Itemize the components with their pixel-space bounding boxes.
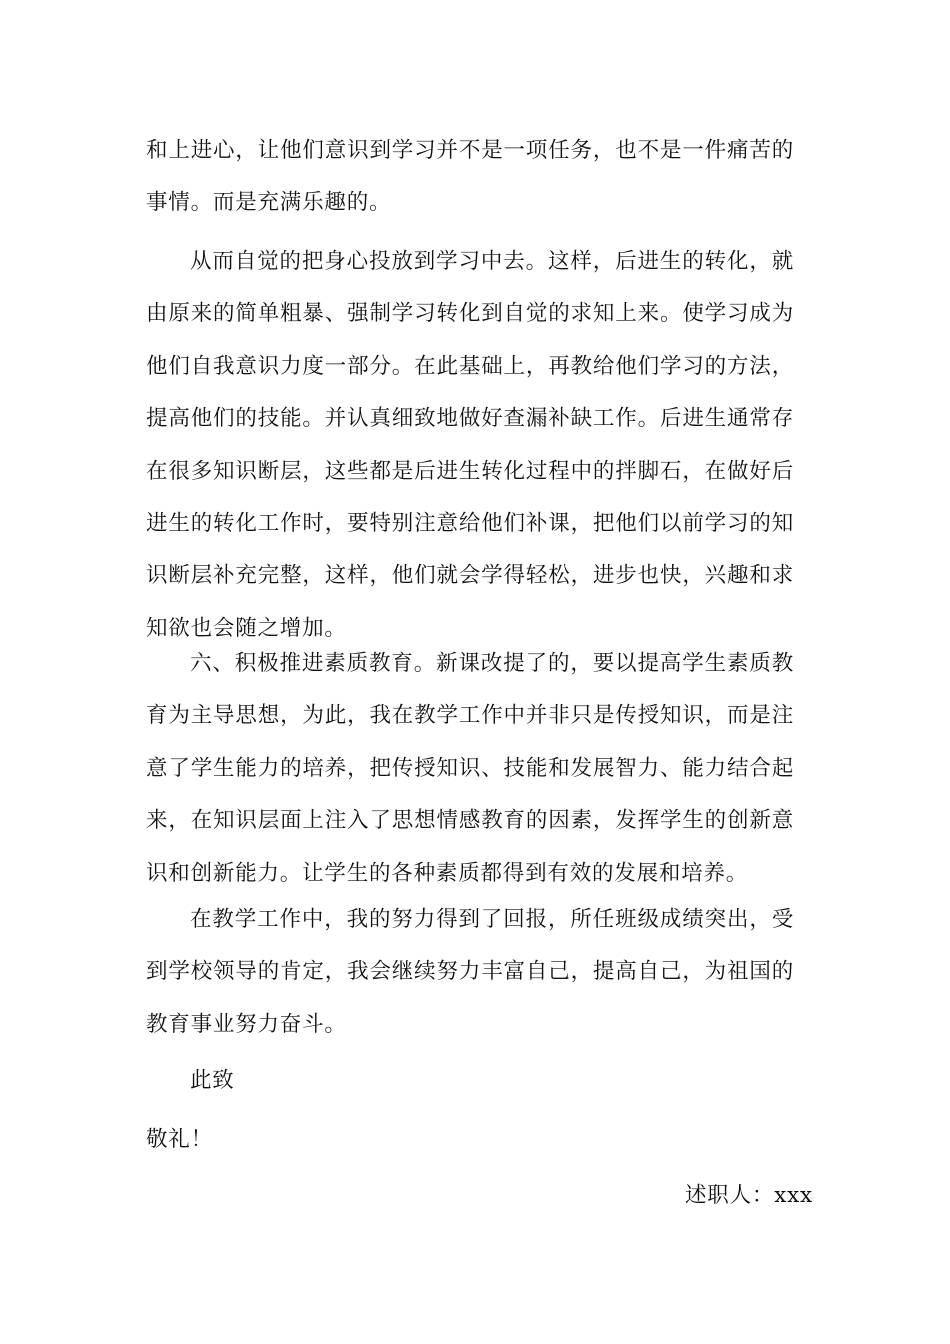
paragraph-student-transformation: 从而自觉的把身心投放到学习中去。这样，后进生的转化，就由原来的简单粗暴、强制学习转化到自觉的求知上来。使学习成为他们自我意识力度一部分。在此基础上，再教给他们学习的方法，提高他们的技能。并认真细致地做好查漏补缺工作。后进生通常存在很多知识断层，这些都是后进生转化过程中的拌脚石，在做好后进生的转化工作时，要特别注意给他们补课，把他们以前学习的知识断层补充完整，这样，他们就会学得轻松，进步也快，兴趣和求知欲也会随之增加。 (146, 249, 794, 641)
paragraph-quality-education: 六、积极推进素质教育。新课改提了的，要以提高学生素质教育为主导思想，为此，我在教学工作中并非只是传授知识，而是注意了学生能力的培养，把传授知识、技能和发展智力、能力结合起来，在知识层面上注入了思想情感教育的因素，发挥学生的创新意识和创新能力。让学生的各种素质都得到有效的发展和培养。 (146, 651, 794, 886)
closing-salutation: 此致 (190, 1068, 235, 1093)
signature-line: 述职人：xxx (685, 1183, 813, 1208)
paragraph-conclusion: 在教学工作中，我的努力得到了回报，所任班级成绩突出，受到学校领导的肯定，我会继续努力丰富自己，提高自己，为祖国的教育事业努力奋斗。 (146, 907, 794, 1037)
paragraph-continuation: 和上进心，让他们意识到学习并不是一项任务，也不是一件痛苦的事情。而是充满乐趣的。 (146, 138, 794, 216)
closing-regards: 敬礼！ (146, 1127, 213, 1152)
